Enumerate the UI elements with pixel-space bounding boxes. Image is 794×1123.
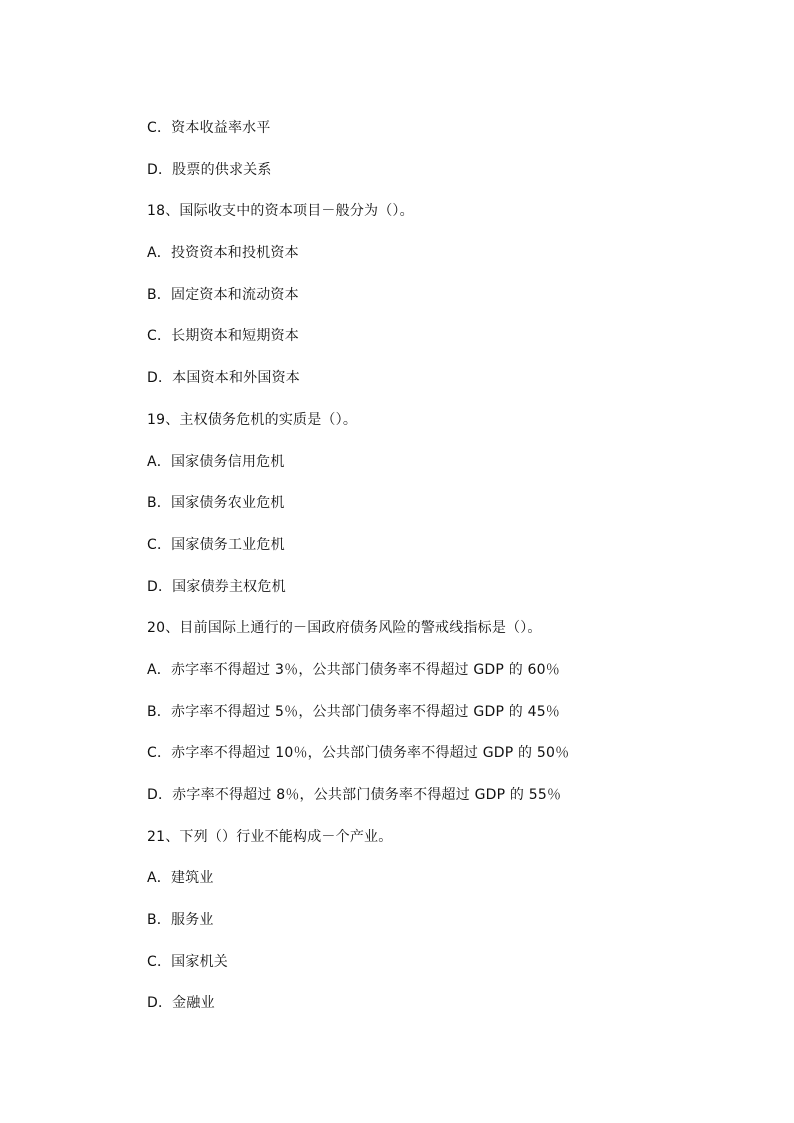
option-19-a: A．国家债务信用危机 bbox=[147, 453, 285, 470]
option-20-a: A．赤字率不得超过 3％，公共部门债务率不得超过 GDP 的 60％ bbox=[147, 661, 560, 678]
option-21-b: B．服务业 bbox=[147, 912, 214, 929]
option-18-c: C．长期资本和短期资本 bbox=[147, 328, 299, 345]
question-18: 18、国际收支中的资本项目－般分为（）。 bbox=[147, 203, 414, 220]
option-17-d: D．股票的供求关系 bbox=[147, 161, 272, 178]
option-21-a: A．建筑业 bbox=[147, 870, 214, 887]
option-21-c: C．国家机关 bbox=[147, 953, 228, 970]
option-20-b: B．赤字率不得超过 5％，公共部门债务率不得超过 GDP 的 45％ bbox=[147, 703, 560, 720]
question-19: 19、主权债务危机的实质是（）。 bbox=[147, 411, 358, 428]
question-21: 21、下列（）行业不能构成－个产业。 bbox=[147, 828, 393, 845]
question-20: 20、目前国际上通行的－国政府债务风险的警戒线指标是（）。 bbox=[147, 620, 542, 637]
option-19-c: C．国家债务工业危机 bbox=[147, 536, 285, 553]
option-19-b: B．国家债务农业危机 bbox=[147, 495, 285, 512]
question-list bbox=[147, 118, 569, 1035]
option-18-a: A．投资资本和投机资本 bbox=[147, 245, 299, 262]
option-19-d: D．国家债券主权危机 bbox=[147, 578, 286, 595]
option-20-c: C．赤字率不得超过 10％，公共部门债务率不得超过 GDP 的 50％ bbox=[147, 745, 570, 762]
option-18-b: B．固定资本和流动资本 bbox=[147, 286, 299, 303]
option-21-d: D．金融业 bbox=[147, 995, 215, 1012]
option-18-d: D．本国资本和外国资本 bbox=[147, 370, 300, 387]
option-20-d: D．赤字率不得超过 8％，公共部门债务率不得超过 GDP 的 55％ bbox=[147, 787, 562, 803]
option-17-c: C．资本收益率水平 bbox=[147, 120, 271, 136]
